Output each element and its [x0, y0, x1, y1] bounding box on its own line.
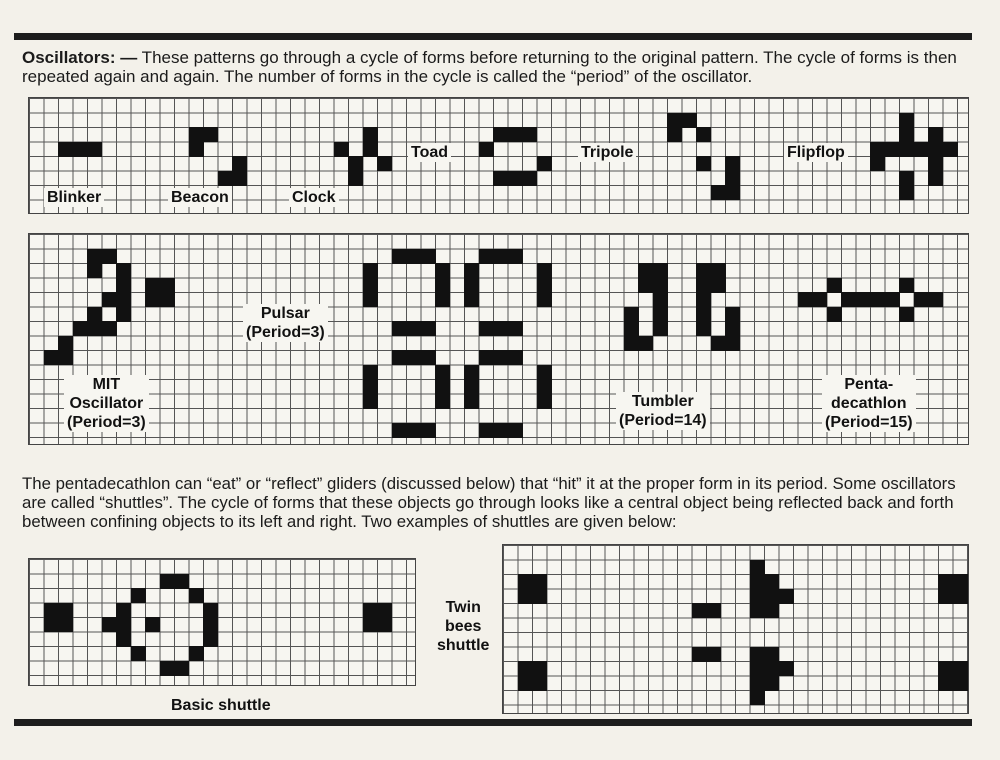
basic-shuttle-grid	[28, 558, 416, 686]
mit-oscillator-cell	[160, 278, 175, 293]
pentadecathlon-cell	[899, 307, 914, 322]
clock-label: Clock	[289, 188, 339, 207]
mit-oscillator-cell	[87, 263, 102, 278]
toad-cell	[537, 156, 552, 171]
pulsar-cell	[479, 350, 494, 365]
pentadecathlon-cell	[856, 292, 871, 307]
pulsar-cell	[508, 249, 523, 264]
basic-shuttle-cell	[116, 617, 131, 632]
basic-shuttle-cell	[131, 588, 146, 603]
pentadecathlon-cell	[899, 278, 914, 293]
beacon-cell	[203, 127, 218, 142]
tumbler-cell	[711, 263, 726, 278]
oscillators-intro-text: These patterns go through a cycle of forms before returning to the original pattern. The cycle of forms is then repeated again and again. The number of forms in the cycle is called the “period” of the oscillator.	[22, 48, 957, 86]
tumbler-cell	[696, 263, 711, 278]
flipflop-cell	[928, 171, 943, 186]
pulsar-cell	[406, 423, 421, 438]
twin-bees-cell	[518, 589, 533, 604]
basic-shuttle-cell	[203, 603, 218, 618]
pentadecathlon-cell	[812, 292, 827, 307]
tumbler-cell	[696, 321, 711, 336]
toad-label: Toad	[408, 143, 451, 162]
flipflop-cell	[885, 142, 900, 157]
pulsar-cell	[464, 379, 479, 394]
tripole-cell	[711, 185, 726, 200]
flipflop-cell	[899, 142, 914, 157]
basic-shuttle-cell	[116, 632, 131, 647]
toad-cell	[522, 171, 537, 186]
flipflop-label: Flipflop	[784, 143, 848, 162]
toad-cell	[508, 127, 523, 142]
pulsar-cell	[464, 263, 479, 278]
twin-bees-cell	[953, 589, 968, 604]
flipflop-cell	[899, 113, 914, 128]
pentadecathlon-cell	[827, 307, 842, 322]
basic-shuttle-cell	[203, 632, 218, 647]
pulsar-cell	[406, 249, 421, 264]
tumbler-cell	[711, 278, 726, 293]
tumbler-cell	[624, 307, 639, 322]
flipflop-cell	[914, 142, 929, 157]
twin-bees-cell	[750, 589, 765, 604]
basic-shuttle-cell	[44, 603, 59, 618]
pulsar-cell	[464, 365, 479, 380]
pulsar-cell	[392, 249, 407, 264]
basic-shuttle-cell	[174, 661, 189, 676]
basic-shuttle-cell	[174, 574, 189, 589]
mit-label-line3: (Period=3)	[67, 414, 146, 431]
flipflop-cell	[928, 156, 943, 171]
pulsar-label-line2: (Period=3)	[246, 324, 325, 341]
basic-shuttle-cell	[363, 617, 378, 632]
pentadecathlon-cell	[928, 292, 943, 307]
pulsar-cell	[392, 350, 407, 365]
pulsar-cell	[406, 350, 421, 365]
shuttles-paragraph: The pentadecathlon can “eat” or “reflect” gliders (discussed below) that “hit” it at the proper form in its period. Some oscillators are called “shuttles”. The cycle of forms that these objects go through looks like a central object being reflected back and forth between confining objects to its left and right. Two examples of shuttles are given below:	[22, 474, 956, 531]
beacon-cell	[218, 171, 233, 186]
twin-bees-cell	[764, 589, 779, 604]
twin-bees-cell	[779, 661, 794, 676]
penta-label-line3: (Period=15)	[825, 414, 913, 431]
flipflop-cell	[899, 185, 914, 200]
mit-oscillator-cell	[58, 350, 73, 365]
twin-bees-cell	[938, 574, 953, 589]
blinker-cell	[87, 142, 102, 157]
flipflop-cell	[870, 156, 885, 171]
mit-oscillator-cell	[160, 292, 175, 307]
tumbler-label-line2: (Period=14)	[619, 412, 707, 429]
tumbler-label-line1: Tumbler	[631, 393, 694, 410]
flipflop-cell	[943, 142, 958, 157]
pulsar-cell	[479, 423, 494, 438]
mit-oscillator-cell	[87, 321, 102, 336]
penta-label-line2: decathlon	[831, 395, 907, 412]
tumbler-cell	[653, 321, 668, 336]
clock-cell	[363, 142, 378, 157]
tumbler-cell	[725, 336, 740, 351]
basic-shuttle-cell	[377, 617, 392, 632]
mit-oscillator-cell	[116, 263, 131, 278]
tumbler-cell	[653, 307, 668, 322]
twin-bees-cell	[764, 574, 779, 589]
flipflop-cell	[870, 142, 885, 157]
twin-bees-cell	[750, 574, 765, 589]
twin-bees-label-line2: bees	[444, 618, 482, 635]
twin-bees-cell	[518, 661, 533, 676]
twin-bees-cell	[532, 574, 547, 589]
twin-bees-cell	[706, 603, 721, 618]
twin-bees-cell	[692, 647, 707, 662]
tripole-label: Tripole	[578, 143, 636, 162]
twin-bees-cell	[750, 647, 765, 662]
pulsar-cell	[363, 292, 378, 307]
basic-shuttle-cell	[58, 617, 73, 632]
pulsar-cell	[493, 350, 508, 365]
pentadecathlon-cell	[827, 278, 842, 293]
basic-shuttle-cell	[116, 603, 131, 618]
mit-oscillator-cell	[145, 278, 160, 293]
tumbler-cell	[725, 307, 740, 322]
twin-bees-cell	[750, 603, 765, 618]
clock-cell	[363, 127, 378, 142]
pulsar-cell	[363, 278, 378, 293]
pulsar-cell	[464, 278, 479, 293]
pulsar-label	[243, 304, 328, 342]
tripole-cell	[725, 156, 740, 171]
twin-bees-shuttle-label	[434, 598, 492, 655]
pulsar-cell	[493, 423, 508, 438]
tumbler-cell	[696, 278, 711, 293]
mit-oscillator-cell	[145, 292, 160, 307]
mit-oscillator-cell	[44, 350, 59, 365]
pulsar-cell	[392, 321, 407, 336]
tripole-cell	[696, 156, 711, 171]
mit-oscillator-cell	[116, 307, 131, 322]
pulsar-cell	[392, 423, 407, 438]
pulsar-label-line1: Pulsar	[260, 305, 310, 322]
tumbler-cell	[638, 278, 653, 293]
twin-bees-cell	[938, 661, 953, 676]
twin-bees-cell	[532, 589, 547, 604]
pentadecathlon-cell	[841, 292, 856, 307]
pulsar-cell	[435, 278, 450, 293]
blinker-label: Blinker	[44, 188, 104, 207]
mit-oscillator-label	[64, 375, 149, 432]
twin-bees-cell	[750, 560, 765, 575]
pulsar-cell	[435, 379, 450, 394]
pentadecathlon-cell	[798, 292, 813, 307]
twin-bees-cell	[532, 661, 547, 676]
mit-oscillator-cell	[102, 321, 117, 336]
twin-bees-label-line1: Twin	[445, 599, 481, 616]
pentadecathlon-cell	[870, 292, 885, 307]
basic-shuttle-cell	[131, 646, 146, 661]
basic-shuttle-cell	[58, 603, 73, 618]
mit-label-line2: Oscillator	[69, 395, 144, 412]
pulsar-cell	[435, 365, 450, 380]
twin-bees-cell	[953, 661, 968, 676]
pulsar-cell	[363, 263, 378, 278]
twin-bees-cell	[938, 676, 953, 691]
pulsar-cell	[435, 263, 450, 278]
toad-cell	[508, 171, 523, 186]
tumbler-cell	[653, 292, 668, 307]
tripole-cell	[667, 127, 682, 142]
bottom-rule	[14, 719, 972, 726]
basic-shuttle-cell	[363, 603, 378, 618]
twin-bees-label-line3: shuttle	[437, 637, 490, 654]
toad-cell	[493, 127, 508, 142]
pulsar-cell	[479, 249, 494, 264]
pulsar-cell	[435, 292, 450, 307]
beacon-cell	[232, 156, 247, 171]
clock-cell	[348, 171, 363, 186]
pulsar-cell	[435, 394, 450, 409]
twin-bees-shuttle-grid	[502, 544, 969, 714]
pentadecathlon-cell	[885, 292, 900, 307]
twin-bees-cell	[750, 690, 765, 705]
tripole-cell	[696, 127, 711, 142]
tumbler-cell	[624, 321, 639, 336]
pulsar-cell	[537, 263, 552, 278]
oscillators-heading: Oscillators: —	[22, 48, 138, 67]
basic-shuttle-cell	[160, 574, 175, 589]
pulsar-cell	[406, 321, 421, 336]
mit-oscillator-cell	[58, 336, 73, 351]
pulsar-cell	[537, 292, 552, 307]
basic-shuttle-cell	[189, 588, 204, 603]
toad-cell	[522, 127, 537, 142]
basic-shuttle-cell	[44, 617, 59, 632]
tumbler-cell	[653, 263, 668, 278]
flipflop-cell	[899, 171, 914, 186]
basic-shuttle-cell	[145, 617, 160, 632]
beacon-cell	[189, 127, 204, 142]
twin-bees-cell	[779, 589, 794, 604]
twin-bees-cell	[764, 661, 779, 676]
flipflop-cell	[928, 142, 943, 157]
pulsar-cell	[464, 292, 479, 307]
twin-bees-cell	[692, 603, 707, 618]
pentadecathlon-label	[822, 375, 916, 432]
pulsar-cell	[421, 423, 436, 438]
blinker-cell	[73, 142, 88, 157]
pulsar-cell	[493, 321, 508, 336]
blinker-cell	[58, 142, 73, 157]
twin-bees-cell	[764, 647, 779, 662]
tumbler-cell	[696, 292, 711, 307]
mit-oscillator-cell	[116, 278, 131, 293]
pulsar-cell	[537, 278, 552, 293]
twin-bees-cell	[706, 647, 721, 662]
pulsar-cell	[493, 249, 508, 264]
twin-bees-cell	[938, 589, 953, 604]
pulsar-cell	[508, 423, 523, 438]
clock-cell	[334, 142, 349, 157]
flipflop-cell	[928, 127, 943, 142]
pulsar-cell	[421, 321, 436, 336]
pulsar-cell	[363, 365, 378, 380]
mit-oscillator-cell	[87, 249, 102, 264]
pulsar-cell	[537, 394, 552, 409]
twin-bees-cell	[953, 574, 968, 589]
twin-bees-cell	[764, 603, 779, 618]
beacon-label: Beacon	[168, 188, 232, 207]
clock-cell	[377, 156, 392, 171]
pulsar-cell	[363, 394, 378, 409]
toad-cell	[479, 142, 494, 157]
twin-bees-cell	[518, 676, 533, 691]
pulsar-cell	[421, 249, 436, 264]
pulsar-cell	[479, 321, 494, 336]
tumbler-cell	[725, 321, 740, 336]
beacon-cell	[189, 142, 204, 157]
pulsar-cell	[421, 350, 436, 365]
mit-label-line1: MIT	[92, 376, 121, 393]
basic-shuttle-cell	[102, 617, 117, 632]
pulsar-cell	[537, 365, 552, 380]
pulsar-cell	[508, 321, 523, 336]
twin-bees-cell	[764, 676, 779, 691]
twin-bees-cell	[532, 676, 547, 691]
twin-bees-cell	[518, 574, 533, 589]
top-rule	[14, 33, 972, 40]
oscillators-intro	[22, 48, 974, 86]
penta-label-line1: Penta-	[844, 376, 894, 393]
pulsar-cell	[537, 379, 552, 394]
twin-bees-cell	[750, 661, 765, 676]
basic-shuttle-label: Basic shuttle	[171, 697, 271, 714]
basic-shuttle-cell	[377, 603, 392, 618]
tumbler-cell	[696, 307, 711, 322]
pulsar-cell	[363, 379, 378, 394]
toad-cell	[493, 171, 508, 186]
basic-shuttle-cell	[160, 661, 175, 676]
tripole-cell	[725, 185, 740, 200]
basic-shuttle-cell	[203, 617, 218, 632]
clock-cell	[348, 156, 363, 171]
pulsar-cell	[464, 394, 479, 409]
mit-oscillator-cell	[116, 292, 131, 307]
tumbler-cell	[711, 336, 726, 351]
tumbler-cell	[638, 263, 653, 278]
pentadecathlon-cell	[914, 292, 929, 307]
tumbler-cell	[624, 336, 639, 351]
tumbler-label	[616, 392, 710, 430]
tripole-cell	[667, 113, 682, 128]
tumbler-cell	[638, 336, 653, 351]
basic-shuttle-cell	[189, 646, 204, 661]
mit-oscillator-cell	[102, 292, 117, 307]
tripole-cell	[682, 113, 697, 128]
mit-oscillator-cell	[73, 321, 88, 336]
tumbler-cell	[653, 278, 668, 293]
pulsar-cell	[508, 350, 523, 365]
flipflop-cell	[899, 127, 914, 142]
mit-oscillator-cell	[87, 307, 102, 322]
twin-bees-cell	[953, 676, 968, 691]
mit-oscillator-cell	[102, 249, 117, 264]
twin-bees-cell	[750, 676, 765, 691]
beacon-cell	[232, 171, 247, 186]
tripole-cell	[725, 171, 740, 186]
